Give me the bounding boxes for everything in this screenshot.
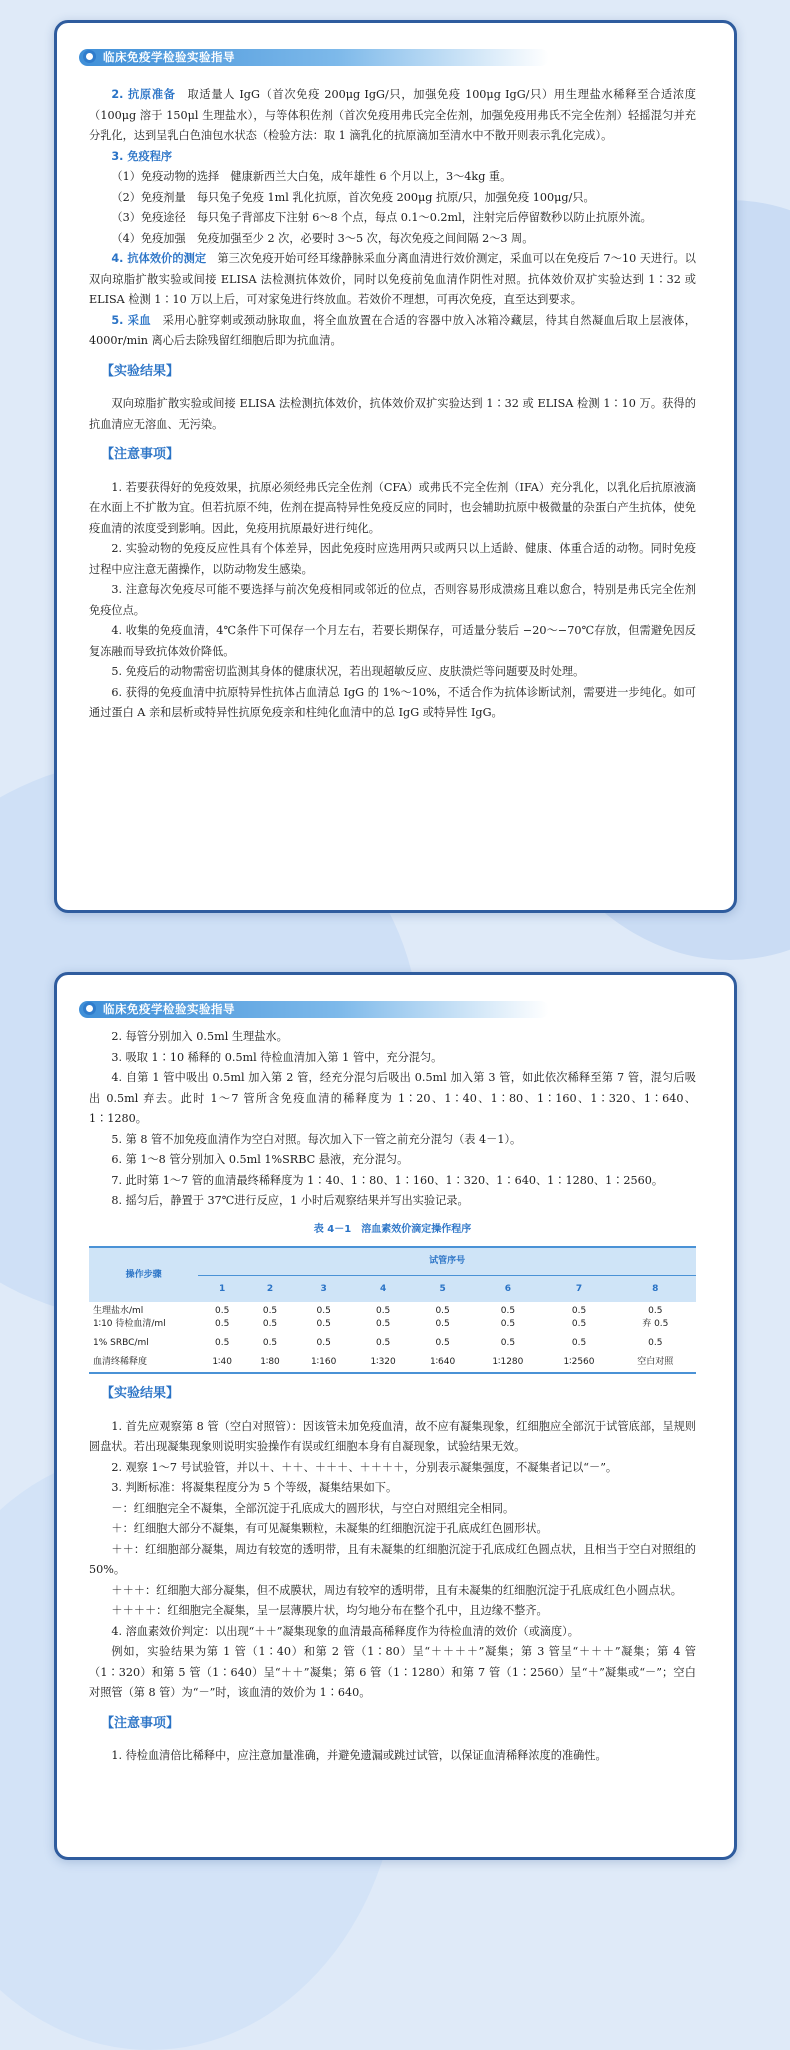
table-cell [543, 1302, 614, 1334]
cell-value: 0.5 [571, 1306, 587, 1316]
step-item: 8. 摇匀后，静置于 37℃进行反应，1 小时后观察结果并写出实验记录。 [111, 1194, 469, 1207]
result-item: ＋＋＋＋：红细胞完全凝集，呈一层薄膜片状，均匀地分布在整个孔中，且边缘不整齐。 [111, 1604, 548, 1617]
paragraph [89, 85, 696, 147]
list-item: （3）免疫途径 每只兔子背部皮下注射 6～8 个点，每点 0.1～0.2ml，注射完后停留数秒以防止抗原外流。 [111, 211, 652, 224]
table-caption: 表 4－1 溶血素效价滴定操作程序 [313, 1223, 472, 1235]
section-label: 4. 抗体效价的测定 [111, 252, 207, 265]
list-item: （4）免疫加强 免疫加强至少 2 次，必要时 3～5 次，每次免疫之间间隔 2～3 周。 [111, 231, 534, 245]
page-1-content [89, 85, 696, 724]
table-cell: 0.5 [375, 1338, 391, 1348]
results-heading: 【实验结果】 [101, 1386, 180, 1401]
tube-number: 8 [615, 1275, 696, 1302]
tube-number: 6 [472, 1275, 543, 1302]
header-title: 临床免疫学检验实验指导 [103, 1002, 235, 1016]
page-2-content [89, 1027, 696, 1767]
table-cell [246, 1302, 294, 1334]
cell-value: 0.5 [316, 1319, 331, 1329]
table-cell: 0.5 [215, 1338, 230, 1348]
notes-heading: 【注意事项】 [101, 1715, 180, 1731]
paragraph [89, 311, 696, 352]
bullet-icon [83, 50, 96, 63]
tube-number: 7 [543, 1275, 614, 1302]
table-cell: 1∶2560 [543, 1353, 614, 1373]
section-label [89, 147, 696, 168]
note-item: 3. 注意每次免疫尽可能不要选择与前次免疫相同或邻近的位点，否则容易形成溃疡且难以愈合，特别是弗氏完全佐剂免疫位点。 [89, 583, 696, 617]
table-header-cell: 操作步骤 [89, 1247, 198, 1302]
header-title: 临床免疫学检验实验指导 [103, 50, 235, 64]
table-cell [353, 1302, 412, 1334]
section-label-text: 3. 免疫程序 [111, 149, 173, 163]
table-cell [615, 1302, 696, 1334]
table-cell: 0.5 [262, 1338, 278, 1348]
paragraph-text: 采用心脏穿刺或颈动脉取血，将全血放置在合适的容器中放入冰箱冷藏层，待其自然凝血后取上层液体，4000r/min 离心后去除残留红细胞后即为抗血清。 [89, 313, 696, 347]
list-item: （2）免疫剂量 每只兔子免疫 1ml 乳化抗原，首次免疫 200μg 抗原/只，加强免疫 100μg/只。 [111, 190, 595, 204]
header-banner [79, 1001, 549, 1018]
result-item: ＋＋：红细胞部分凝集，周边有较宽的透明带，且有未凝集的红细胞沉淀于孔底成红色圆点状，且相当于空白对照组的 50%。 [89, 1542, 696, 1576]
header-banner [79, 49, 549, 66]
page-2 [54, 972, 737, 1860]
cell-value: 0.5 [648, 1306, 663, 1316]
step-item: 6. 第 1～8 管分别加入 0.5ml 1%SRBC 悬液，充分混匀。 [111, 1153, 409, 1166]
paragraph-text: 取适量人 IgG（首次免疫 200μg IgG/只，加强免疫 100μg IgG/只）用生理盐水稀释至合适浓度（100μg 溶于 150μl 生理盐水），与等体积佐剂（首次免疫用弗氏完全佐剂，加强免疫用弗氏不完全佐剂）轻摇混匀并充分乳化，达到呈乳白色油包水状态（检验方法：取 1 滴乳化的抗原滴加至清水中不散开则表示乳化完成）。 [89, 88, 696, 142]
table-cell: 空白对照 [615, 1353, 696, 1373]
cell-value: 0.5 [571, 1319, 587, 1329]
step-item: 7. 此时第 1～7 管的血清最终稀释度为 1∶40、1∶80、1∶160、1∶320、1∶640、1∶1280、1∶2560。 [111, 1173, 664, 1187]
section-label: 5. 采血 [111, 313, 151, 327]
step-item: 3. 吸取 1∶10 稀释的 0.5ml 待检血清加入第 1 管中，充分混匀。 [111, 1050, 443, 1064]
cell-value: 0.5 [500, 1319, 516, 1329]
result-item: 3. 判断标准：将凝集程度分为 5 个等级，凝集结果如下。 [111, 1481, 398, 1494]
table-cell: 0.5 [316, 1338, 331, 1348]
step-item: 2. 每管分别加入 0.5ml 生理盐水。 [111, 1030, 288, 1043]
note-item: 2. 实验动物的免疫反应性具有个体差异，因此免疫时应选用两只或两只以上适龄、健康、体重合适的动物。同时免疫过程中应注意无菌操作，以防动物发生感染。 [89, 542, 696, 576]
table-cell: 0.5 [571, 1338, 587, 1348]
section-label: 2. 抗原准备 [111, 88, 176, 101]
table-cell: 1∶80 [246, 1353, 294, 1373]
paragraph [89, 249, 696, 311]
notes-heading: 【注意事项】 [101, 447, 180, 462]
table-row [89, 1334, 696, 1353]
tube-number: 3 [294, 1275, 353, 1302]
note-item: 4. 收集的免疫血清，4℃条件下可保存一个月左右，若要长期保存，可适量分装后 −20～−70℃存放，但需避免因反复冻融而导致抗体效价降低。 [89, 624, 696, 658]
table-cell [413, 1302, 472, 1334]
result-item: 1. 首先应观察第 8 管（空白对照管）：因该管未加免疫血清，故不应有凝集现象，红细胞应全部沉于试管底部，呈规则圆盘状。若出现凝集现象则说明实验操作有误或红细胞本身有自凝现象，试验结果无效。 [89, 1419, 696, 1453]
tube-number: 1 [198, 1275, 246, 1302]
table-cell: 1∶40 [198, 1353, 246, 1373]
cell-value: 0.5 [375, 1319, 391, 1329]
result-item: ＋＋＋：红细胞大部分凝集，但不成膜状，周边有较窄的透明带，且有未凝集的红细胞沉淀于孔底成红色小圆点状。 [111, 1583, 682, 1597]
note-item: 5. 免疫后的动物需密切监测其身体的健康状况，若出现超敏反应、皮肤溃烂等问题要及时处理。 [111, 665, 585, 678]
result-item: 例如，实验结果为第 1 管（1∶40）和第 2 管（1∶80）呈“＋＋＋＋”凝集；第 3 管呈“＋＋＋”凝集；第 4 管（1∶320）和第 5 管（1∶640）呈“＋＋”凝集；第 6 管（1∶1280）和第 7 管（1∶2560）呈“＋”凝集或“－”；空白对照管（第 8 管）为“－”时，该血清的效价为 1∶640。 [89, 1645, 696, 1699]
titration-table [89, 1246, 696, 1374]
tube-number: 2 [246, 1275, 294, 1302]
bullet-icon [83, 1002, 96, 1015]
table-header-cell: 试管序号 [198, 1247, 696, 1275]
paragraph-text: 第三次免疫开始可经耳缘静脉采血分离血清进行效价测定，采血可以在免疫后 7～10 天进行。以双向琼脂扩散实验或间接 ELISA 法检测抗体效价，同时以免疫前兔血清作阴性对照。抗体效价双扩实验达到 1∶32 或 ELISA 检测 1∶10 万以上后，可对家兔进行终放血。若效价不理想，可再次免疫，直至达到要求。 [89, 252, 696, 306]
table-cell [198, 1302, 246, 1334]
note-item: 6. 获得的免疫血清中抗原特异性抗体占血清总 IgG 的 1%～10%，不适合作为抗体诊断试剂，需要进一步纯化。如可通过蛋白 A 亲和层析或特异性抗原免疫亲和柱纯化血清中的总 IgG 或特异性 IgG。 [89, 685, 696, 719]
row-label: 血清终稀释度 [89, 1353, 198, 1373]
result-item: 4. 溶血素效价判定：以出现“＋＋”凝集现象的血清最高稀释度作为待检血清的效价（或滴度）。 [111, 1624, 579, 1638]
table-cell: 1∶640 [413, 1353, 472, 1373]
result-item: －：红细胞完全不凝集，全部沉淀于孔底成大的圆形状，与空白对照组完全相同。 [111, 1501, 515, 1515]
row-label: 1% SRBC/ml [93, 1338, 149, 1348]
row-label: 1∶10 待检血清/ml [93, 1319, 166, 1329]
result-item: ＋：红细胞大部分不凝集，有可见凝集颗粒，未凝集的红细胞沉淀于孔底成红色圆形状。 [111, 1522, 548, 1535]
cell-value: 0.5 [316, 1306, 331, 1316]
cell-value: 0.5 [500, 1306, 516, 1316]
table-cell [89, 1302, 198, 1334]
step-item: 4. 自第 1 管中吸出 0.5ml 加入第 2 管，经充分混匀后吸出 0.5ml 加入第 3 管，如此依次稀释至第 7 管，混匀后吸出 0.5ml 弃去。此时 1～7 管所含免疫血清的稀释度为 1∶20、1∶40、1∶80、1∶160、1∶320、1∶640、1∶1280。 [89, 1071, 696, 1125]
note-item: 1. 若要获得好的免疫效果，抗原必须经弗氏完全佐剂（CFA）或弗氏不完全佐剂（IFA）充分乳化，以乳化后抗原液滴在水面上不扩散为宜。但若抗原不纯，佐剂在提高特异性免疫反应的同时，也会辅助抗原中极微量的杂蛋白产生抗体，使免疫血清的浓度受到影响。因此，免疫用抗原最好进行纯化。 [89, 480, 696, 535]
list-item: （1）免疫动物的选择 健康新西兰大白兔，成年雄性 6 个月以上，3～4kg 重。 [111, 170, 512, 183]
step-item: 5. 第 8 管不加免疫血清作为空白对照。每次加入下一管之前充分混匀（表 4－1）。 [111, 1132, 522, 1146]
cell-value: 0.5 [375, 1306, 391, 1316]
results-heading: 【实验结果】 [101, 363, 180, 379]
cell-value: 0.5 [435, 1319, 450, 1329]
page-1 [54, 20, 737, 913]
table-cell [472, 1302, 543, 1334]
table-cell [294, 1302, 353, 1334]
table-cell: 1∶320 [353, 1353, 412, 1373]
row-label: 生理盐水/ml [93, 1306, 144, 1316]
cell-value: 0.5 [262, 1306, 278, 1316]
paragraph: 双向琼脂扩散实验或间接 ELISA 法检测抗体效价，抗体效价双扩实验达到 1∶32 或 ELISA 检测 1∶10 万。获得的抗血清应无溶血、无污染。 [89, 397, 696, 431]
cell-value: 0.5 [435, 1306, 450, 1316]
cell-value: 0.5 [215, 1319, 230, 1329]
table-cell: 0.5 [648, 1338, 663, 1348]
table-cell: 0.5 [500, 1338, 516, 1348]
tube-number: 4 [353, 1275, 412, 1302]
note-item: 1. 待检血清倍比稀释中，应注意加量准确，并避免遗漏或跳过试管，以保证血清稀释浓度的准确性。 [111, 1749, 607, 1762]
tube-number: 5 [413, 1275, 472, 1302]
result-item: 2. 观察 1～7 号试验管，并以＋、＋＋、＋＋＋、＋＋＋＋，分别表示凝集强度，不凝集者记以“－”。 [111, 1460, 618, 1474]
table-cell: 1∶160 [294, 1353, 353, 1373]
cell-value: 弃 0.5 [642, 1319, 669, 1329]
cell-value: 0.5 [215, 1306, 230, 1316]
table-cell: 0.5 [435, 1338, 450, 1348]
table-row [89, 1353, 696, 1373]
table-cell: 1∶1280 [472, 1353, 543, 1373]
cell-value: 0.5 [262, 1319, 278, 1329]
table-row [89, 1302, 696, 1334]
